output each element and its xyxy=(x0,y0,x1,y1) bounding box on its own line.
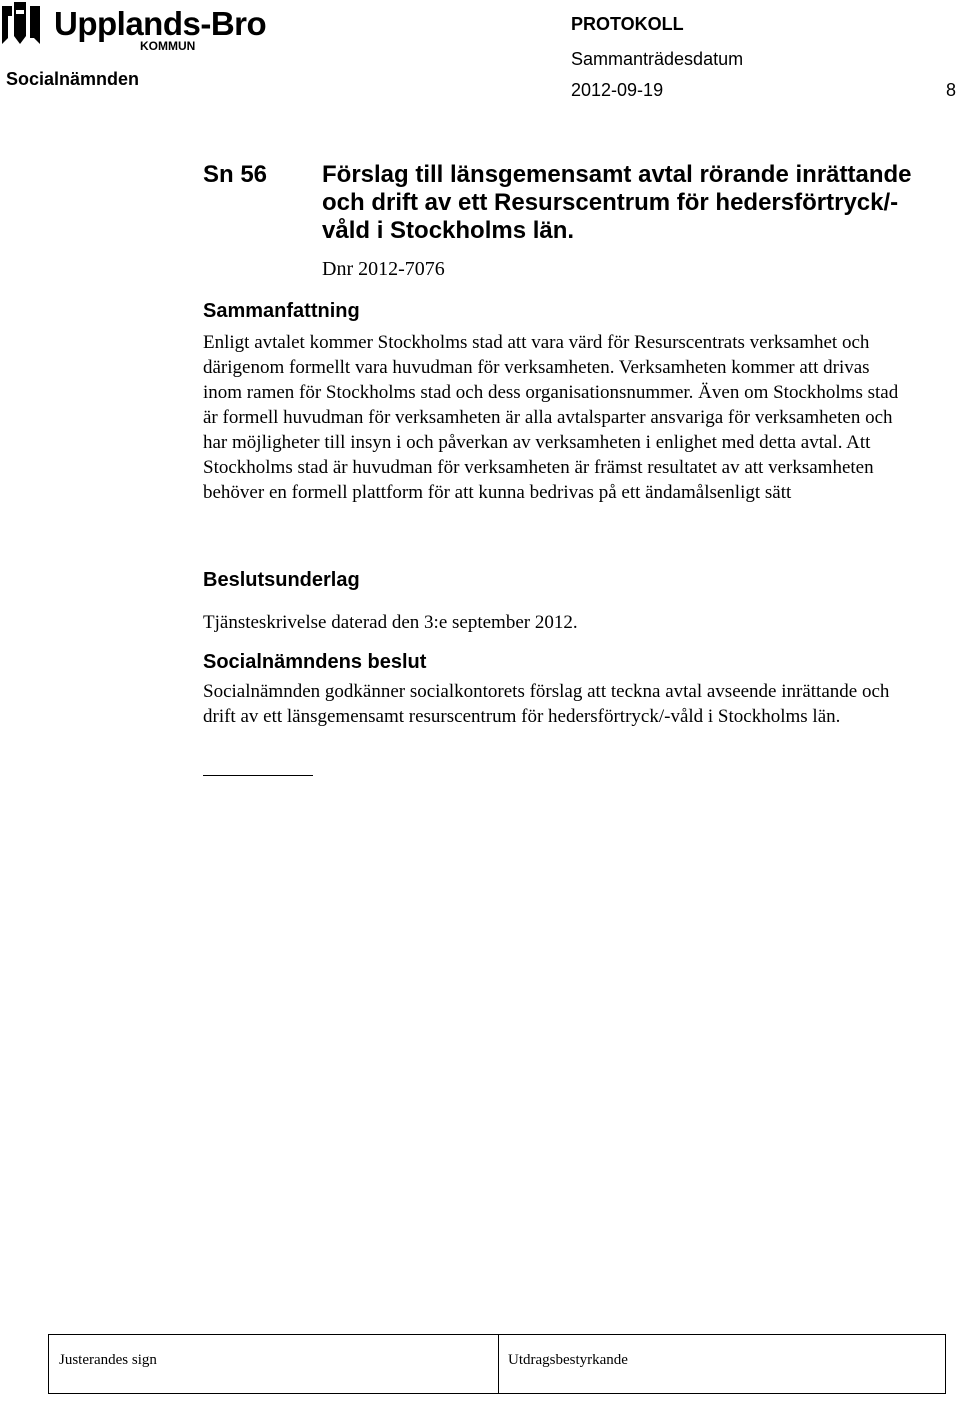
upplands-bro-logo-mark xyxy=(0,0,300,56)
logo-subtext: KOMMUN xyxy=(140,39,196,53)
organization-name: Socialnämnden xyxy=(6,69,140,89)
footer-divider xyxy=(498,1335,499,1393)
end-of-item-rule xyxy=(203,775,313,776)
diary-number: Dnr 2012-7076 xyxy=(322,258,445,280)
municipality-logo xyxy=(0,0,300,56)
basis-heading: Beslutsunderlag xyxy=(203,569,360,591)
paragraph-number: Sn 56 xyxy=(203,161,268,188)
page-number: 8 xyxy=(946,80,957,100)
meeting-date: 2012-09-19 xyxy=(571,80,664,100)
document-type: PROTOKOLL xyxy=(571,14,684,34)
logo-wordmark: Upplands-Bro xyxy=(54,5,267,42)
extract-certified-label: Utdragsbestyrkande xyxy=(508,1352,628,1368)
meeting-date-label: Sammanträdesdatum xyxy=(571,49,744,69)
summary-text: Enligt avtalet kommer Stockholms stad att vara värd för Resurscentrats verksamhet och därigenom formellt vara huvudman för verksamheten. Verksamheten kommer att drivas inom ramen för Stockholms stad och dess organisationsnummer. Även om Stockholms stad är formell huvudman för verksamheten är alla avtalsparter ansvariga för verksamheten och har möjligheter till insyn i och påverkan av verksamheten i enlighet med detta avtal. Att Stockholms stad är huvudman för verksamheten är främst resultatet av att verksamheten behöver en formell plattform för att kunna bedrivas på ett ändamålsenligt sätt xyxy=(203,332,899,503)
paragraph-title: Förslag till länsgemensamt avtal rörande inrättande och drift av ett Resurscentrum för hedersförtryck/-våld i Stockholms län. xyxy=(322,161,912,244)
basis-text: Tjänsteskrivelse daterad den 3:e september 2012. xyxy=(203,612,578,633)
decision-heading: Socialnämndens beslut xyxy=(203,651,427,673)
adjuster-sign-label: Justerandes sign xyxy=(59,1352,157,1368)
signature-footer xyxy=(48,1334,946,1394)
summary-heading: Sammanfattning xyxy=(203,300,360,322)
decision-text: Socialnämnden godkänner socialkontorets förslag att teckna avtal avseende inrättande och drift av ett länsgemensamt resurscentrum för hedersförtryck/-våld i Stockholms län. xyxy=(203,681,890,727)
